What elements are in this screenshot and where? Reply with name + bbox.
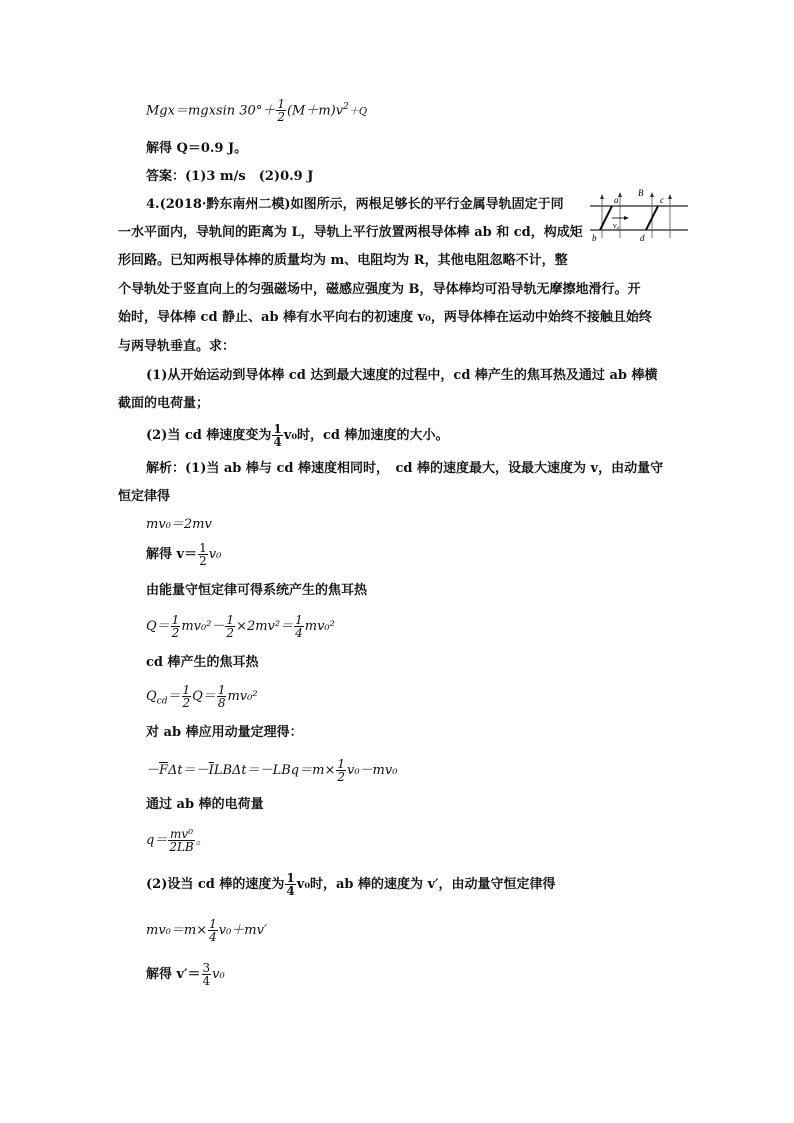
equation-charge bbox=[146, 828, 209, 853]
question-2 bbox=[146, 423, 449, 448]
equation-v bbox=[146, 542, 221, 567]
label-v0: v₀ bbox=[613, 221, 620, 230]
eq-text: － bbox=[146, 763, 160, 778]
fraction bbox=[208, 918, 218, 943]
equation-momentum-2 bbox=[146, 918, 267, 943]
text-charge: 通过 ab 棒的电荷量 bbox=[146, 797, 264, 812]
denominator: 8 bbox=[217, 696, 226, 710]
eq-text: q＝ bbox=[146, 833, 168, 848]
fraction bbox=[294, 614, 304, 639]
fraction bbox=[171, 614, 181, 639]
q2-text: (2)当 cd 棒速度变为 bbox=[146, 428, 272, 443]
numerator: 1 bbox=[273, 422, 282, 436]
part-2-solution bbox=[146, 872, 556, 897]
fraction bbox=[276, 98, 286, 123]
problem-4-line-2: 一水平面内，导轨间的距离为 L，导轨上平行放置两根导体棒 ab 和 cd，构成矩 bbox=[118, 225, 583, 240]
subscript: cd bbox=[156, 696, 168, 707]
problem-4-line-4: 个导轨处于竖直向上的匀强磁场中，磁感应强度为 B，导体棒均可沿导轨无摩擦地滑行。开 bbox=[118, 282, 641, 297]
eq-text: mv₀² bbox=[304, 619, 335, 634]
label-b-field: B bbox=[638, 188, 644, 198]
eq-text: v₀ bbox=[208, 547, 222, 562]
eq-text: v₀时，ab 棒的速度为 v′，由动量守恒定律得 bbox=[296, 877, 556, 892]
numerator: 1 bbox=[199, 541, 207, 555]
eq-text: v₀－mv₀ bbox=[346, 763, 398, 778]
denominator: 2 bbox=[226, 626, 235, 640]
solution-line-1: 解析：(1)当 ab 棒与 cd 棒速度相同时， cd 棒的速度最大，设最大速度为 v，由动量守 bbox=[146, 461, 664, 476]
equation-momentum: mv₀＝2mv bbox=[146, 517, 212, 532]
numerator: 3 bbox=[202, 961, 211, 975]
denominator: 2 bbox=[182, 696, 191, 710]
numerator: 1 bbox=[182, 683, 191, 697]
field-arrow bbox=[618, 192, 622, 197]
equation-impulse bbox=[146, 758, 397, 783]
denominator: 4 bbox=[273, 435, 282, 449]
numerator: 1 bbox=[217, 683, 226, 697]
eq-text: Δt＝－ bbox=[168, 763, 209, 778]
question-1-line-1: (1)从开始运动到导体棒 cd 达到最大速度的过程中，cd 棒产生的焦耳热及通过 ab 棒横 bbox=[146, 368, 658, 383]
numerator: mv⁰ bbox=[170, 827, 194, 841]
formula-text: Mgx bbox=[146, 103, 175, 119]
exponent: 2 bbox=[343, 102, 349, 112]
denominator: 4 bbox=[202, 974, 211, 988]
eq-text: Q＝ bbox=[192, 689, 216, 704]
eq-text: v₀ bbox=[212, 967, 225, 982]
formula-energy-1 bbox=[146, 98, 367, 123]
formula-text: ＋Q bbox=[348, 106, 368, 118]
numerator: 1 bbox=[295, 613, 303, 627]
text-momentum-theorem: 对 ab 棒应用动量定理得： bbox=[146, 725, 303, 740]
fraction bbox=[272, 423, 282, 448]
avg-force: $\overline{F}$ bbox=[159, 763, 169, 778]
label-b: b bbox=[592, 233, 597, 243]
answer-line: 答案：(1)3 m/s (2)0.9 J bbox=[146, 169, 314, 184]
eq-text: ×2mv²＝ bbox=[236, 619, 294, 634]
numerator: 1 bbox=[337, 757, 345, 771]
text-cd-heat: cd 棒产生的焦耳热 bbox=[146, 655, 259, 670]
label-a: a bbox=[614, 195, 619, 205]
denominator: 2 bbox=[337, 770, 345, 784]
field-arrow bbox=[600, 194, 604, 199]
eq-text: Q＝ bbox=[146, 619, 170, 634]
eq-text: mv₀²－ bbox=[181, 619, 225, 634]
numerator: 1 bbox=[226, 613, 235, 627]
eq-text: ＝ bbox=[167, 689, 181, 704]
eq-text: 解得 v＝ bbox=[146, 547, 198, 562]
eq-text: mv₀＝m× bbox=[146, 923, 208, 938]
eq-text: Q bbox=[146, 689, 157, 704]
eq-text: LBΔt＝－LBq＝m× bbox=[213, 763, 336, 778]
field-arrow bbox=[668, 194, 672, 199]
fraction bbox=[285, 872, 295, 897]
numerator: 1 bbox=[286, 871, 295, 885]
fraction bbox=[182, 684, 192, 709]
fraction bbox=[225, 614, 235, 639]
problem-4-line-5: 始时，导体棒 cd 静止、ab 棒有水平向右的初速度 v₀，两导体棒在运动中始终不接触且始终 bbox=[118, 310, 652, 325]
avg-current: $\overline{I}$ bbox=[208, 763, 214, 778]
fraction bbox=[198, 542, 208, 567]
solution-line-2: 恒定律得 bbox=[118, 489, 171, 504]
denominator: 2LB bbox=[169, 840, 194, 854]
numerator: 1 bbox=[209, 917, 217, 931]
problem-4-line-6: 与两导轨垂直。求： bbox=[118, 339, 236, 354]
problem-4-line-1: 4.(2018·黔东南州二模)如图所示，两根足够长的平行金属导轨固定于同 bbox=[146, 197, 564, 212]
problem-4-line-3: 形回路。已知两根导体棒的质量均为 m、电阻均为 R，其他电阻忽略不计，整 bbox=[118, 253, 568, 268]
equation-heat-cd bbox=[146, 684, 258, 711]
eq-text: 。 bbox=[195, 833, 209, 848]
velocity-arrowhead bbox=[624, 216, 629, 220]
equation-v-prime bbox=[146, 962, 225, 987]
eq-text: mv₀² bbox=[227, 689, 258, 704]
question-1-line-2: 截面的电荷量； bbox=[118, 396, 210, 411]
fraction bbox=[336, 758, 346, 783]
fraction bbox=[168, 828, 194, 853]
eq-text: 解得 v′＝ bbox=[146, 967, 201, 982]
denominator: 4 bbox=[209, 930, 217, 944]
numerator: 1 bbox=[277, 97, 285, 112]
field-arrow bbox=[650, 192, 654, 197]
label-c: c bbox=[660, 195, 664, 205]
formula-text: ＝mgxsin 30°＋ bbox=[174, 103, 276, 119]
eq-text: (2)设当 cd 棒的速度为 bbox=[146, 877, 285, 892]
formula-text: (M＋m)v bbox=[286, 103, 344, 119]
denominator: 2 bbox=[171, 626, 180, 640]
result-q: 解得 Q＝0.9 J。 bbox=[146, 141, 248, 156]
fraction bbox=[217, 684, 227, 709]
eq-text: v₀＋mv′ bbox=[218, 923, 267, 938]
equation-heat-total bbox=[146, 614, 335, 639]
q2-text: v₀时，cd 棒加速度的大小。 bbox=[283, 428, 449, 443]
rail-diagram bbox=[590, 188, 688, 248]
denominator: 4 bbox=[286, 884, 295, 898]
denominator: 4 bbox=[295, 626, 303, 640]
fraction bbox=[202, 962, 212, 987]
denominator: 2 bbox=[277, 110, 285, 125]
label-d: d bbox=[640, 233, 645, 243]
text-energy-conservation: 由能量守恒定律可得系统产生的焦耳热 bbox=[146, 583, 368, 598]
denominator: 2 bbox=[199, 554, 207, 568]
rail-diagram-svg bbox=[590, 188, 688, 248]
numerator: 1 bbox=[171, 613, 180, 627]
